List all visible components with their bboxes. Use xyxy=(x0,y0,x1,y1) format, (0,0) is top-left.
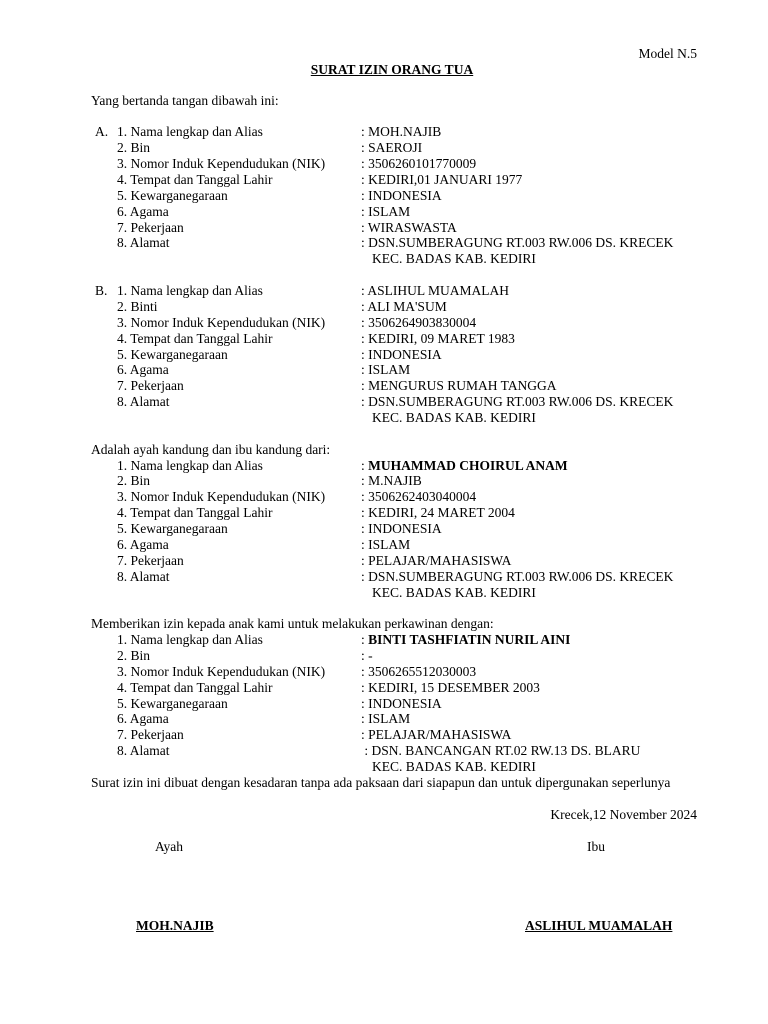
child-row xyxy=(0,537,768,553)
partner-address-cont xyxy=(0,759,768,775)
field-label: 8. Alamat xyxy=(117,569,170,584)
field-value: : ASLIHUL MUAMALAH xyxy=(361,283,509,298)
section-a-row xyxy=(0,235,768,251)
field-value: : ALI MA'SUM xyxy=(361,299,447,314)
field-value: : WIRASWASTA xyxy=(361,220,457,235)
address-continuation: KEC. BADAS KAB. KEDIRI xyxy=(372,585,536,600)
field-label: 1. Nama lengkap dan Alias xyxy=(117,124,263,139)
partner-row xyxy=(0,648,768,664)
child-intro-text: Adalah ayah kandung dan ibu kandung dari: xyxy=(91,442,331,457)
place-date: Krecek,12 November 2024 xyxy=(550,807,697,822)
field-value: : PELAJAR/MAHASISWA xyxy=(361,727,512,742)
field-label: 6. Agama xyxy=(117,711,169,726)
section-b-row xyxy=(0,283,768,299)
field-value: : DSN.SUMBERAGUNG RT.003 RW.006 DS. KRECEK xyxy=(361,394,674,409)
field-value: : DSN.SUMBERAGUNG RT.003 RW.006 DS. KRECEK xyxy=(361,235,674,250)
field-value: : INDONESIA xyxy=(361,696,442,711)
section-a-row xyxy=(0,156,768,172)
field-label: 4. Tempat dan Tanggal Lahir xyxy=(117,505,273,520)
section-b-row xyxy=(0,315,768,331)
field-value: : PELAJAR/MAHASISWA xyxy=(361,553,512,568)
field-label: 6. Agama xyxy=(117,537,169,552)
field-label: 2. Bin xyxy=(117,140,151,155)
field-value: : 3506265512030003 xyxy=(361,664,477,679)
field-value: : ISLAM xyxy=(361,537,411,552)
field-label: 8. Alamat xyxy=(117,743,170,758)
field-label: 2. Binti xyxy=(117,299,158,314)
child-row xyxy=(0,489,768,505)
father-role-label: Ayah xyxy=(155,839,184,854)
field-value: : 3506262403040004 xyxy=(361,489,477,504)
mother-role-label: Ibu xyxy=(587,839,605,854)
field-value: : KEDIRI,01 JANUARI 1977 xyxy=(361,172,523,187)
field-label: 2. Bin xyxy=(117,473,151,488)
field-value: : ISLAM xyxy=(361,362,411,377)
partner-row xyxy=(0,727,768,743)
section-b-row xyxy=(0,362,768,378)
partner-row xyxy=(0,696,768,712)
child-row xyxy=(0,569,768,585)
field-value: : MENGURUS RUMAH TANGGA xyxy=(361,378,557,393)
mother-signature-name: ASLIHUL MUAMALAH xyxy=(525,918,673,933)
field-value: : INDONESIA xyxy=(361,188,442,203)
section-a-row xyxy=(0,172,768,188)
field-label: 5. Kewarganegaraan xyxy=(117,188,228,203)
partner-row xyxy=(0,632,768,648)
field-label: 5. Kewarganegaraan xyxy=(117,347,228,362)
field-label: 1. Nama lengkap dan Alias xyxy=(117,283,263,298)
section-a-letter: A. xyxy=(95,124,109,139)
child-address-cont xyxy=(0,585,768,601)
child-row xyxy=(0,521,768,537)
document-title: SURAT IZIN ORANG TUA xyxy=(310,62,474,77)
address-continuation: KEC. BADAS KAB. KEDIRI xyxy=(372,759,536,774)
section-b-row xyxy=(0,394,768,410)
field-value: : KEDIRI, 09 MARET 1983 xyxy=(361,331,515,346)
field-value: : KEDIRI, 15 DESEMBER 2003 xyxy=(361,680,540,695)
field-label: 4. Tempat dan Tanggal Lahir xyxy=(117,172,273,187)
field-label: 3. Nomor Induk Kependudukan (NIK) xyxy=(117,315,326,330)
partner-intro-text: Memberikan izin kepada anak kami untuk melakukan perkawinan dengan: xyxy=(91,616,494,631)
field-value: : DSN.SUMBERAGUNG RT.003 RW.006 DS. KRECEK xyxy=(361,569,674,584)
field-value: : ISLAM xyxy=(361,711,411,726)
field-label: 4. Tempat dan Tanggal Lahir xyxy=(117,680,273,695)
field-label: 5. Kewarganegaraan xyxy=(117,521,228,536)
field-label: 3. Nomor Induk Kependudukan (NIK) xyxy=(117,489,326,504)
partner-row xyxy=(0,664,768,680)
partner-name: BINTI TASHFIATIN NURIL AINI xyxy=(368,632,571,647)
field-value: : INDONESIA xyxy=(361,521,442,536)
child-row xyxy=(0,473,768,489)
section-a-row xyxy=(0,188,768,204)
section-b-letter: B. xyxy=(95,283,108,298)
field-label: 8. Alamat xyxy=(117,394,170,409)
field-label: 8. Alamat xyxy=(117,235,170,250)
child-row xyxy=(0,553,768,569)
child-name: MUHAMMAD CHOIRUL ANAM xyxy=(368,458,568,473)
field-label: 7. Pekerjaan xyxy=(117,727,184,742)
field-label: 1. Nama lengkap dan Alias xyxy=(117,458,263,473)
model-number: Model N.5 xyxy=(638,46,697,61)
field-value: : INDONESIA xyxy=(361,347,442,362)
colon-prefix: : xyxy=(361,458,369,473)
field-value: : DSN. BANCANGAN RT.02 RW.13 DS. BLARU xyxy=(361,743,641,758)
partner-row xyxy=(0,743,768,759)
field-label: 1. Nama lengkap dan Alias xyxy=(117,632,263,647)
partner-row xyxy=(0,680,768,696)
section-a-row xyxy=(0,204,768,220)
child-row xyxy=(0,458,768,474)
field-value: : KEDIRI, 24 MARET 2004 xyxy=(361,505,515,520)
section-a-row xyxy=(0,124,768,140)
field-label: 3. Nomor Induk Kependudukan (NIK) xyxy=(117,664,326,679)
field-label: 7. Pekerjaan xyxy=(117,378,184,393)
field-label: 6. Agama xyxy=(117,362,169,377)
section-b-row xyxy=(0,299,768,315)
intro-text: Yang bertanda tangan dibawah ini: xyxy=(91,93,279,108)
section-b-address-cont xyxy=(0,410,768,426)
field-label: 4. Tempat dan Tanggal Lahir xyxy=(117,331,273,346)
field-label: 5. Kewarganegaraan xyxy=(117,696,228,711)
field-value: : SAEROJI xyxy=(361,140,423,155)
field-label: 2. Bin xyxy=(117,648,151,663)
partner-row xyxy=(0,711,768,727)
field-label: 3. Nomor Induk Kependudukan (NIK) xyxy=(117,156,326,171)
field-value: : - xyxy=(361,648,373,663)
field-label: 7. Pekerjaan xyxy=(117,553,184,568)
address-continuation: KEC. BADAS KAB. KEDIRI xyxy=(372,251,536,266)
closing-statement: Surat izin ini dibuat dengan kesadaran tanpa ada paksaan dari siapapun dan untuk dipergunakan seperlunya xyxy=(91,775,671,790)
field-label: 6. Agama xyxy=(117,204,169,219)
section-a-row xyxy=(0,220,768,236)
colon-prefix: : xyxy=(361,632,369,647)
section-b-row xyxy=(0,347,768,363)
field-value: : 3506260101770009 xyxy=(361,156,477,171)
field-value: : MOH.NAJIB xyxy=(361,124,442,139)
field-value: : ISLAM xyxy=(361,204,411,219)
child-row xyxy=(0,505,768,521)
section-a-address-cont xyxy=(0,251,768,267)
field-label: 7. Pekerjaan xyxy=(117,220,184,235)
field-value: : M.NAJIB xyxy=(361,473,422,488)
section-a-row xyxy=(0,140,768,156)
field-value: : 3506264903830004 xyxy=(361,315,477,330)
address-continuation: KEC. BADAS KAB. KEDIRI xyxy=(372,410,536,425)
father-signature-name: MOH.NAJIB xyxy=(136,918,214,933)
field-value xyxy=(361,458,568,474)
section-b-row xyxy=(0,378,768,394)
field-value xyxy=(361,632,570,648)
section-b-row xyxy=(0,331,768,347)
